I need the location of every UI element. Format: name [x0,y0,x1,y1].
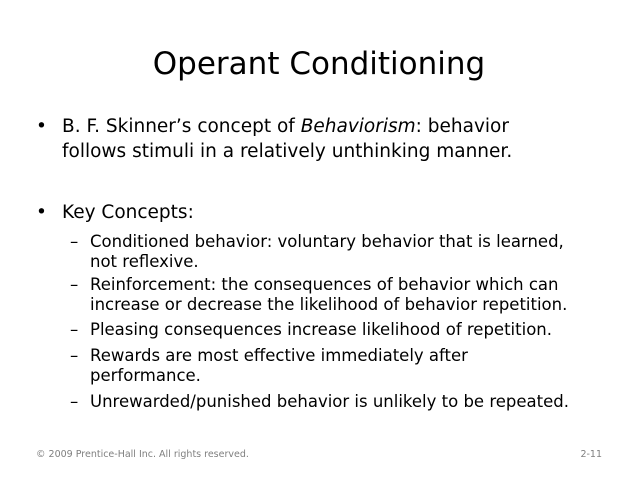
sub-bullet-2-line-1: Reinforcement: the consequences of behavior which can [90,275,559,294]
dash-icon: – [70,346,79,365]
bullet-1-text-before: B. F. Skinner’s concept of [62,116,301,137]
bullet-1-line-1 [62,116,622,138]
bullet-dot-icon: • [36,116,47,137]
dash-icon: – [70,232,79,251]
bullet-1-text-italic: Behaviorism [300,116,416,137]
bullet-dot-icon: • [36,202,47,223]
sub-bullet-4-line-2: performance. [90,366,201,385]
dash-icon: – [70,275,79,294]
sub-bullet-1-line-2: not reflexive. [90,252,199,271]
footer-copyright: © 2009 Prentice-Hall Inc. All rights reserved. [36,449,249,460]
footer-page-number: 2-11 [580,449,602,460]
bullet-2-text: Key Concepts: [62,202,194,223]
sub-bullet-5-line-1: Unrewarded/punished behavior is unlikely to be repeated. [90,392,569,411]
dash-icon: – [70,320,79,339]
slide-title: Operant Conditioning [152,46,486,82]
sub-bullet-4-line-1: Rewards are most effective immediately after [90,346,468,365]
bullet-1-line-2: follows stimuli in a relatively unthinking manner. [62,141,513,162]
sub-bullet-3-line-1: Pleasing consequences increase likelihood of repetition. [90,320,552,339]
bullet-1-text-after: : behavior [415,116,509,137]
sub-bullet-2-line-2: increase or decrease the likelihood of behavior repetition. [90,295,568,314]
sub-bullet-1-line-1: Conditioned behavior: voluntary behavior that is learned, [90,232,564,251]
dash-icon: – [70,392,79,411]
